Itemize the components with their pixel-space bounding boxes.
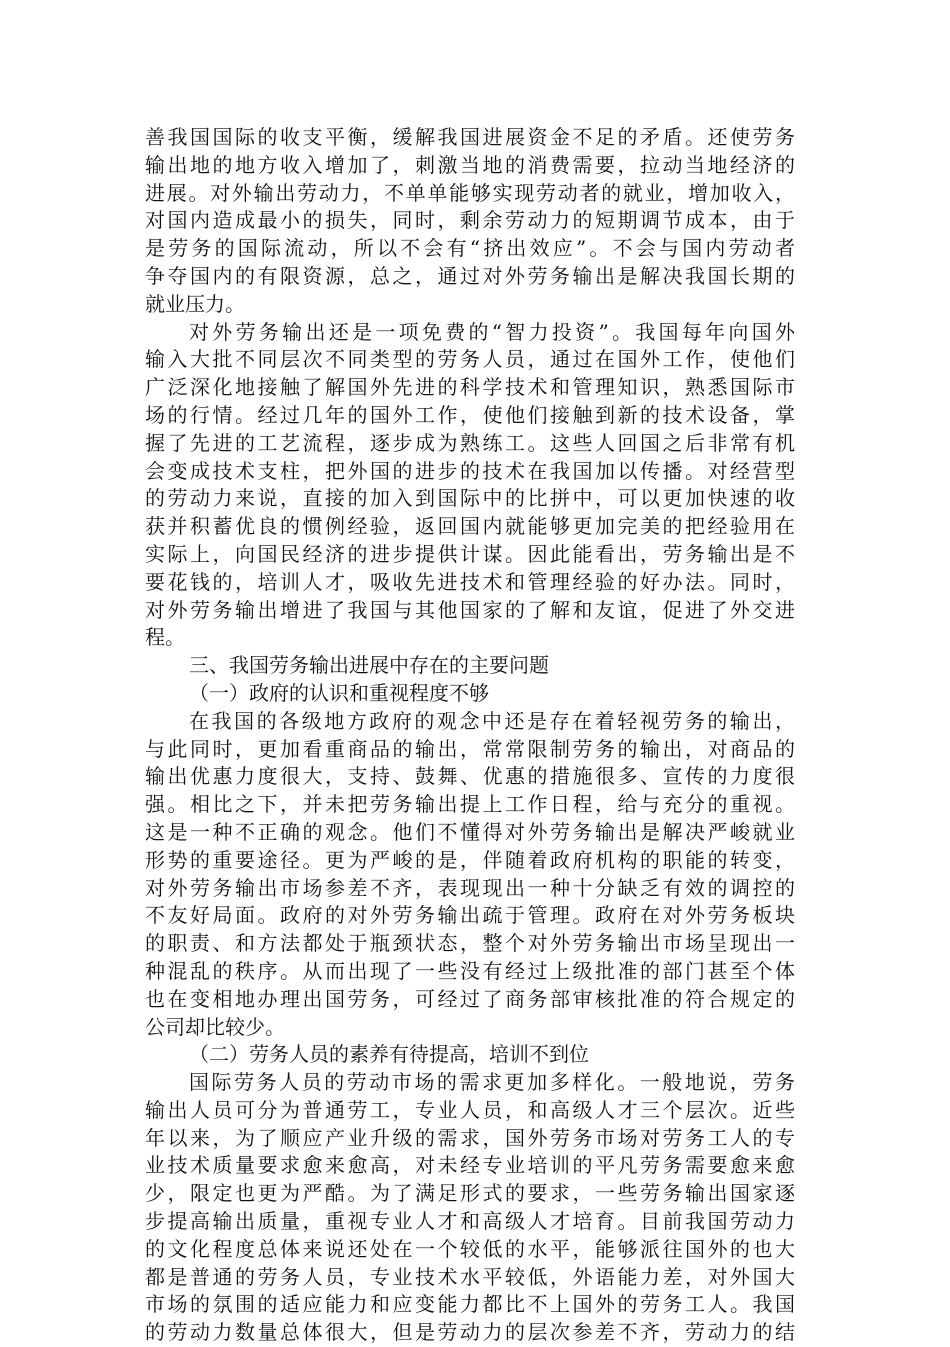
text-line: 场的行情。经过几年的国外工作，使他们接触到新的技术设备，掌 [145,402,795,427]
text-line: 争夺国内的有限资源，总之，通过对外劳务输出是解决我国长期的 [145,263,795,288]
text-line: 程。 [145,625,185,650]
document-body [145,124,795,1347]
text-line: 输出地的地方收入增加了，刺激当地的消费需要，拉动当地经济的 [145,152,795,177]
text-line: （一）政府的认识和重视程度不够 [189,680,489,705]
text-line: 实际上，向国民经济的进步提供计谋。因此能看出，劳务输出是不 [145,541,795,566]
text-line: 公司却比较少。 [145,1014,285,1039]
text-line: 的职责、和方法都处于瓶颈状态，整个对外劳务输出市场呈现出一 [145,931,795,956]
text-line: 会变成技术支柱，把外国的进步的技术在我国加以传播。对经营型 [145,458,795,483]
paragraph [145,1069,795,1347]
text-line: 形势的重要途径。更为严峻的是，伴随着政府机构的职能的转变， [145,847,795,872]
text-line: 的文化程度总体来说还处在一个较低的水平，能够派往国外的也大 [145,1236,795,1261]
text-line: 就业压力。 [145,291,245,316]
text-line: 的劳动力来说，直接的加入到国际中的比拼中，可以更加快速的收 [145,486,795,511]
text-line: 三、我国劳务输出进展中存在的主要问题 [189,653,549,678]
paragraph [145,708,795,1042]
subsection-heading [145,680,795,708]
text-line: 要花钱的，培训人才，吸收先进技术和管理经验的好办法。同时， [145,569,795,594]
text-line: 与此同时，更加看重商品的输出，常常限制劳务的输出，对商品的 [145,736,795,761]
text-line: 步提高输出质量，重视专业人才和高级人才培育。目前我国劳动力 [145,1209,795,1234]
text-line: 这是一种不正确的观念。他们不懂得对外劳务输出是解决严峻就业 [145,819,795,844]
text-line: 对外劳务输出还是一项免费的“智力投资”。我国每年向国外 [189,319,795,344]
text-line: 对外劳务输出增进了我国与其他国家的了解和友谊，促进了外交进 [145,597,795,622]
text-line: 都是普通的劳务人员，专业技术水平较低，外语能力差，对外国大 [145,1264,795,1289]
text-line: 市场的氛围的适应能力和应变能力都比不上国外的劳务工人。我国 [145,1292,795,1317]
text-line: 不友好局面。政府的对外劳务输出疏于管理。政府在对外劳务板块 [145,903,795,928]
text-line: 输出人员可分为普通劳工，专业人员，和高级人才三个层次。近些 [145,1097,795,1122]
text-line: 的劳动力数量总体很大，但是劳动力的层次参差不齐，劳动力的结 [145,1320,795,1345]
text-line: 进展。对外输出劳动力，不单单能够实现劳动者的就业，增加收入， [145,180,795,205]
text-line: （二）劳务人员的素养有待提高，培训不到位 [189,1042,589,1067]
text-line: 业技术质量要求愈来愈高，对未经专业培训的平凡劳务需要愈来愈 [145,1153,795,1178]
text-line: 广泛深化地接触了解国外先进的科学技术和管理知识，熟悉国际市 [145,375,795,400]
text-line: 强。相比之下，并未把劳务输出提上工作日程，给与充分的重视。 [145,792,795,817]
text-line: 对国内造成最小的损失，同时，剩余劳动力的短期调节成本，由于 [145,208,795,233]
text-line: 年以来，为了顺应产业升级的需求，国外劳务市场对劳务工人的专 [145,1125,795,1150]
text-line: 获并积蓄优良的惯例经验，返回国内就能够更加完美的把经验用在 [145,514,795,539]
text-line: 输入大批不同层次不同类型的劳务人员，通过在国外工作，使他们 [145,347,795,372]
text-line: 握了先进的工艺流程，逐步成为熟练工。这些人回国之后非常有机 [145,430,795,455]
text-line: 国际劳务人员的劳动市场的需求更加多样化。一般地说，劳务 [189,1070,795,1095]
text-line: 输出优惠力度很大，支持、鼓舞、优惠的措施很多、宣传的力度很 [145,764,795,789]
text-line: 善我国国际的收支平衡，缓解我国进展资金不足的矛盾。还使劳务 [145,125,795,149]
text-line: 是劳务的国际流动，所以不会有“挤出效应”。不会与国内劳动者 [145,236,795,261]
text-line: 对外劳务输出市场参差不齐，表现现出一种十分缺乏有效的调控的 [145,875,795,900]
subsection-heading [145,1041,795,1069]
text-line: 在我国的各级地方政府的观念中还是存在着轻视劳务的输出， [189,708,795,733]
text-line: 种混乱的秩序。从而出现了一些没有经过上级批准的部门甚至个体 [145,958,795,983]
text-line: 少，限定也更为严酷。为了满足形式的要求，一些劳务输出国家逐 [145,1181,795,1206]
paragraph [145,319,795,653]
text-line: 也在变相地办理出国劳务，可经过了商务部审核批准的符合规定的 [145,986,795,1011]
section-heading [145,652,795,680]
paragraph [145,124,795,319]
